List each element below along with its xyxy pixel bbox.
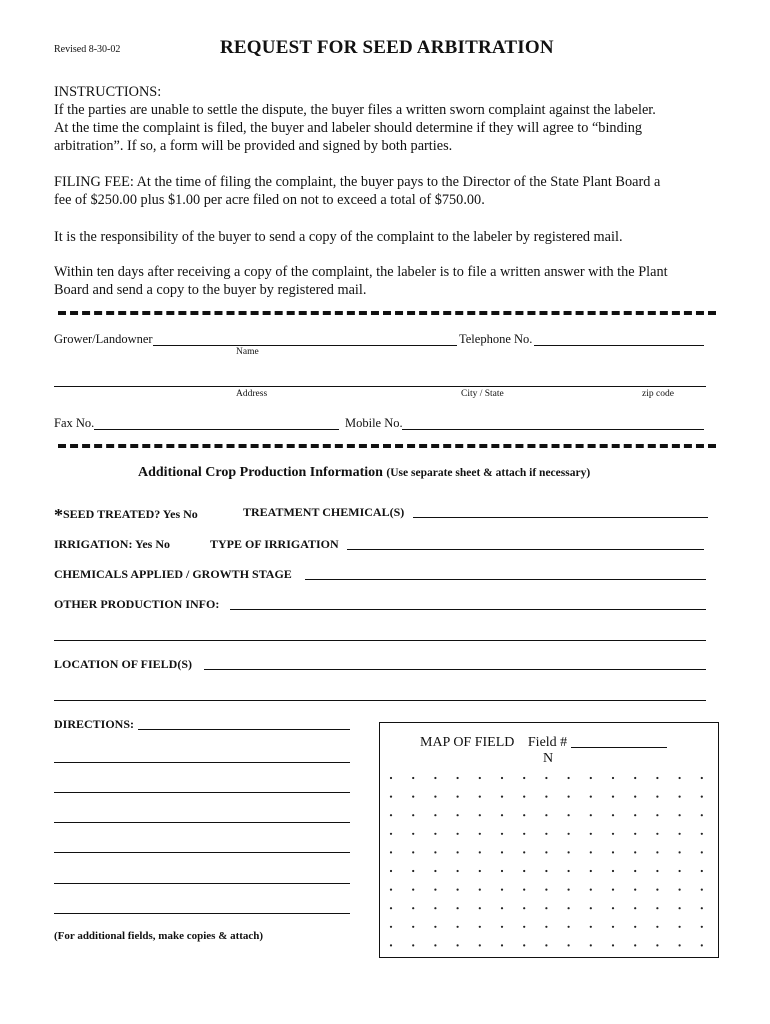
map-grid-dot — [590, 870, 592, 872]
directions-line[interactable] — [54, 748, 350, 763]
irrigation-label: IRRIGATION: Yes No — [54, 537, 171, 551]
map-grid-dot — [523, 907, 525, 909]
instructions-line: At the time the complaint is filed, the buyer and labeler should determine if they will agree to “binding — [54, 120, 642, 136]
map-grid-dot — [545, 796, 547, 798]
map-grid-dot — [457, 889, 459, 891]
map-grid-dot — [590, 944, 592, 946]
map-grid-dot — [590, 889, 592, 891]
fax-label: Fax No. — [54, 416, 95, 430]
map-grid-dot — [545, 833, 547, 835]
answer-line: Board and send a copy to the buyer by registered mail. — [54, 282, 367, 298]
map-grid-dot — [656, 926, 658, 928]
telephone-field[interactable] — [534, 331, 704, 346]
map-grid-dot — [390, 889, 392, 891]
map-grid-dot — [501, 777, 503, 779]
map-grid-dot — [612, 851, 614, 853]
map-grid-dot — [679, 889, 681, 891]
map-grid-dot — [590, 907, 592, 909]
map-grid-dot — [501, 870, 503, 872]
map-grid-dot — [612, 944, 614, 946]
map-grid-dot — [434, 926, 436, 928]
map-grid-dot — [457, 926, 459, 928]
map-grid-dot — [568, 889, 570, 891]
map-title: MAP OF FIELD — [420, 735, 515, 750]
crop-info-title: Additional Crop Production Information — [138, 465, 383, 480]
chemicals-applied-field[interactable] — [305, 565, 706, 580]
asterisk-mark: * — [54, 505, 63, 525]
map-grid-dot — [679, 944, 681, 946]
map-grid-dot — [501, 833, 503, 835]
map-grid-dot — [568, 870, 570, 872]
location-label: LOCATION OF FIELD(S) — [54, 657, 193, 671]
map-grid-dot — [612, 907, 614, 909]
directions-line[interactable] — [54, 808, 350, 823]
map-grid-dot — [701, 870, 703, 872]
map-grid-dot — [545, 814, 547, 816]
map-grid-dot — [701, 833, 703, 835]
map-grid-dot — [545, 889, 547, 891]
map-grid-dot — [612, 833, 614, 835]
map-grid-dot — [679, 814, 681, 816]
map-grid-dot — [545, 777, 547, 779]
map-grid-dot — [634, 851, 636, 853]
map-grid-dot — [412, 889, 414, 891]
instructions-block — [54, 83, 719, 155]
map-grid-dot — [634, 889, 636, 891]
map-grid-dot — [412, 870, 414, 872]
map-grid-dot — [457, 907, 459, 909]
map-grid-dot — [656, 833, 658, 835]
map-grid-dot — [479, 814, 481, 816]
map-grid-dot — [701, 796, 703, 798]
directions-line[interactable] — [54, 778, 350, 793]
map-grid-dot — [612, 889, 614, 891]
map-grid-dot — [634, 833, 636, 835]
map-grid-dot — [634, 926, 636, 928]
crop-info-heading — [138, 465, 590, 481]
filing-fee-line: fee of $250.00 plus $1.00 per acre filed on not to exceed a total of $750.00. — [54, 192, 485, 208]
map-grid-dot — [434, 889, 436, 891]
map-grid-dot — [679, 870, 681, 872]
map-grid-dot — [612, 926, 614, 928]
map-grid-dot — [412, 926, 414, 928]
map-grid-dot — [434, 796, 436, 798]
map-grid-dot — [545, 907, 547, 909]
map-grid-dot — [656, 944, 658, 946]
map-grid-dot — [479, 833, 481, 835]
map-grid-dot — [412, 944, 414, 946]
crop-info-note: (Use separate sheet & attach if necessary) — [386, 467, 591, 479]
map-grid-dot — [479, 944, 481, 946]
map-grid-dot — [479, 907, 481, 909]
seed-treated-row — [54, 505, 198, 526]
map-grid-dot — [390, 777, 392, 779]
map-grid-dot — [501, 796, 503, 798]
page-title: REQUEST FOR SEED ARBITRATION — [220, 37, 554, 58]
map-grid-dot — [457, 796, 459, 798]
map-grid-dot — [434, 907, 436, 909]
map-grid-dot — [656, 889, 658, 891]
map-grid-dot — [612, 870, 614, 872]
map-title-row — [420, 733, 667, 751]
map-grid-dot — [457, 814, 459, 816]
map-grid-dot — [390, 926, 392, 928]
map-grid-dot — [412, 814, 414, 816]
map-grid-dot — [701, 777, 703, 779]
map-grid-dot — [590, 851, 592, 853]
map-grid-dot — [545, 870, 547, 872]
map-grid-dot — [501, 851, 503, 853]
responsibility-text: It is the responsibility of the buyer to send a copy of the complaint to the labeler by registered mail. — [54, 229, 623, 245]
map-grid-dot — [434, 814, 436, 816]
map-grid-dot — [656, 796, 658, 798]
directions-line[interactable] — [54, 838, 350, 853]
north-indicator: N — [543, 751, 554, 766]
map-grid-dot — [634, 907, 636, 909]
map-grid-dot — [612, 814, 614, 816]
zip-caption: zip code — [642, 389, 674, 399]
map-grid-dot — [412, 777, 414, 779]
map-grid-dot — [434, 851, 436, 853]
map-grid-dot — [501, 944, 503, 946]
map-grid-dot — [679, 796, 681, 798]
section-divider — [58, 444, 716, 448]
field-number-input[interactable] — [571, 733, 667, 748]
map-grid-dot — [612, 777, 614, 779]
map-grid-dot — [479, 870, 481, 872]
address-field[interactable] — [54, 372, 706, 387]
map-grid-dot — [568, 833, 570, 835]
irrigation-type-label: TYPE OF IRRIGATION — [210, 537, 339, 551]
map-grid-dot — [412, 851, 414, 853]
map-grid-dot — [479, 777, 481, 779]
filing-fee-block — [54, 173, 719, 209]
map-grid-dot — [568, 814, 570, 816]
map-grid-dot — [679, 926, 681, 928]
map-grid-dot — [701, 814, 703, 816]
map-grid-dot — [568, 851, 570, 853]
instructions-line: If the parties are unable to settle the dispute, the buyer files a written sworn complaint against the labeler. — [54, 102, 656, 118]
map-grid-dot — [701, 851, 703, 853]
map-grid-dot — [634, 777, 636, 779]
map-grid-dot — [701, 944, 703, 946]
map-grid-dot — [656, 777, 658, 779]
mobile-field[interactable] — [402, 415, 704, 430]
map-grid-dot — [523, 926, 525, 928]
map-grid-dot — [457, 833, 459, 835]
map-grid-dot — [523, 944, 525, 946]
map-grid-dot — [568, 944, 570, 946]
map-grid-dot — [390, 814, 392, 816]
map-grid-dot — [457, 870, 459, 872]
map-grid-dot — [679, 777, 681, 779]
directions-label: DIRECTIONS: — [54, 717, 135, 731]
revision-date: Revised 8-30-02 — [54, 44, 121, 55]
map-grid-dot — [501, 926, 503, 928]
answer-block — [54, 263, 719, 299]
location-field[interactable] — [204, 655, 706, 670]
filing-fee-line: FILING FEE: At the time of filing the complaint, the buyer pays to the Director of the State Plant Board a — [54, 174, 661, 190]
additional-fields-note: (For additional fields, make copies & attach) — [54, 930, 264, 942]
map-grid-dot — [523, 889, 525, 891]
map-grid-dot — [634, 814, 636, 816]
map-grid-dot — [634, 796, 636, 798]
other-info-field[interactable] — [230, 595, 706, 610]
map-grid-dot — [434, 870, 436, 872]
map-grid-dot — [501, 907, 503, 909]
map-grid-dot — [457, 944, 459, 946]
address-caption: Address — [236, 389, 268, 399]
map-grid-dot — [523, 870, 525, 872]
directions-field[interactable] — [138, 715, 350, 730]
map-grid-dot — [612, 796, 614, 798]
fax-field[interactable] — [94, 415, 339, 430]
seed-treated-label: SEED TREATED? Yes No — [63, 507, 198, 521]
map-grid-dot — [656, 907, 658, 909]
map-grid-dot — [568, 777, 570, 779]
map-grid-dot — [523, 814, 525, 816]
map-grid-dot — [501, 814, 503, 816]
map-grid-dot — [568, 796, 570, 798]
map-grid-dot — [679, 907, 681, 909]
treatment-chemical-field[interactable] — [413, 503, 708, 518]
grower-name-field[interactable] — [153, 331, 457, 346]
map-grid-dot — [634, 944, 636, 946]
map-grid-dot — [568, 907, 570, 909]
map-grid-dot — [701, 926, 703, 928]
map-grid-dot — [390, 870, 392, 872]
map-grid-dot — [479, 889, 481, 891]
other-info-label: OTHER PRODUCTION INFO: — [54, 597, 220, 611]
mobile-label: Mobile No. — [345, 416, 403, 430]
field-number-label: Field # — [527, 735, 568, 750]
map-grid-dot — [412, 907, 414, 909]
map-grid-dot — [434, 944, 436, 946]
map-grid-dot — [656, 814, 658, 816]
map-grid-dot — [590, 926, 592, 928]
grower-label: Grower/Landowner — [54, 332, 153, 346]
map-grid-dot — [545, 926, 547, 928]
other-info-field-2[interactable] — [54, 626, 706, 641]
map-grid-dot — [545, 944, 547, 946]
map-grid-dot — [412, 796, 414, 798]
map-grid-dot — [523, 851, 525, 853]
map-dot-grid[interactable] — [383, 772, 713, 948]
telephone-label: Telephone No. — [459, 332, 533, 346]
map-grid-dot — [679, 851, 681, 853]
map-grid-dot — [390, 851, 392, 853]
map-grid-dot — [457, 851, 459, 853]
map-grid-dot — [457, 777, 459, 779]
map-grid-dot — [479, 796, 481, 798]
instructions-line: arbitration”. If so, a form will be provided and signed by both parties. — [54, 138, 453, 154]
name-caption: Name — [236, 347, 259, 357]
chemicals-applied-label: CHEMICALS APPLIED / GROWTH STAGE — [54, 567, 292, 581]
map-grid-dot — [656, 851, 658, 853]
map-grid-dot — [590, 814, 592, 816]
map-grid-dot — [523, 833, 525, 835]
city-state-caption: City / State — [461, 389, 504, 399]
map-grid-dot — [390, 796, 392, 798]
location-field-2[interactable] — [54, 686, 706, 701]
map-grid-dot — [590, 796, 592, 798]
map-grid-dot — [656, 870, 658, 872]
map-grid-dot — [412, 833, 414, 835]
instructions-heading: INSTRUCTIONS: — [54, 84, 162, 100]
map-grid-dot — [434, 833, 436, 835]
answer-line: Within ten days after receiving a copy of the complaint, the labeler is to file a written answer with the Plant — [54, 264, 668, 280]
map-grid-dot — [390, 833, 392, 835]
map-grid-dot — [390, 944, 392, 946]
irrigation-type-field[interactable] — [347, 535, 704, 550]
map-grid-dot — [479, 851, 481, 853]
map-grid-dot — [701, 907, 703, 909]
map-grid-dot — [501, 889, 503, 891]
map-grid-dot — [545, 851, 547, 853]
map-grid-dot — [679, 833, 681, 835]
map-grid-dot — [434, 777, 436, 779]
map-grid-dot — [590, 833, 592, 835]
directions-line[interactable] — [54, 899, 350, 914]
map-grid-dot — [634, 870, 636, 872]
map-grid-dot — [523, 777, 525, 779]
directions-line[interactable] — [54, 869, 350, 884]
treatment-chemical-label: TREATMENT CHEMICAL(S) — [243, 505, 405, 519]
map-grid-dot — [590, 777, 592, 779]
map-grid-dot — [701, 889, 703, 891]
map-grid-dot — [523, 796, 525, 798]
map-grid-dot — [390, 907, 392, 909]
map-grid-dot — [568, 926, 570, 928]
map-grid-dot — [479, 926, 481, 928]
section-divider — [58, 311, 716, 315]
